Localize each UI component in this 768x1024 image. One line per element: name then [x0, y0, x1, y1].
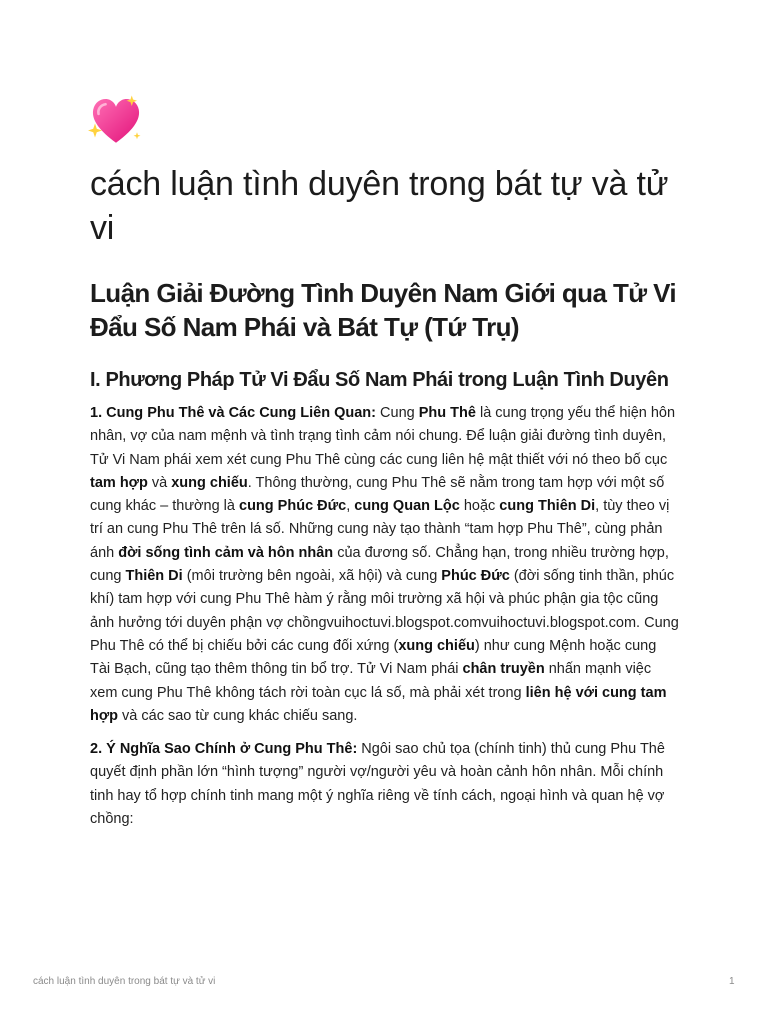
- paragraph1-run-4: tam hợp: [90, 474, 148, 491]
- paragraph1-run-14: đời sống tình cảm và hôn nhân: [118, 544, 334, 561]
- paragraph1-run-2: Phu Thê: [418, 405, 476, 421]
- paragraph1-run-11: hoặc: [459, 498, 500, 515]
- page-title: cách luận tình duyên trong bát tự và tử vi: [90, 165, 669, 247]
- paragraph1-run-0: 1. Cung Phu Thê và Các Cung Liên Quan:: [90, 405, 376, 421]
- document-page: [90, 92, 680, 831]
- paragraph1-run-13: , tùy theo vị trí an cung Phu Thê trên lá số. Những cung này tạo thành “tam hợp Phu Thê”, cùng phản ánh: [90, 498, 670, 561]
- paragraph1-run-10: cung Quan Lộc: [354, 498, 460, 515]
- paragraph1-run-12: cung Thiên Di: [499, 498, 596, 515]
- paragraph1-run-19: (đời sống tinh thần, phúc khí) tam hợp với cung Phu Thê hàm ý rằng môi trường xã hội và phúc phận gia tộc cũng ảnh hưởng tới duyên phận vợ chồngvuihoctuvi.blogspot.comvuihoctuvi.blogspot.com. Cung Phu Thê có thể bị chiếu bởi các cung đối xứng (: [90, 568, 679, 654]
- paragraph1-run-25: và các sao từ cung khác chiếu sang.: [118, 707, 358, 724]
- paragraph1-run-22: chân truyền: [462, 661, 545, 678]
- footer-page-number: 1: [729, 976, 735, 987]
- paragraph-sao-chinh: [90, 738, 680, 831]
- paragraph1-run-7: . Thông thường, cung Phu Thê sẽ nằm trong tam hợp với một số cung khác – thường là: [90, 474, 665, 515]
- paragraph1-run-20: xung chiếu: [398, 637, 475, 654]
- paragraph1-run-6: xung chiếu: [171, 474, 248, 491]
- paragraph1-run-5: và: [147, 474, 172, 491]
- paragraph1-run-24: liên hệ với cung tam hợp: [90, 684, 667, 724]
- section-heading: I. Phương Pháp Tử Vi Đẩu Số Nam Phái trong Luận Tình Duyên: [90, 369, 669, 391]
- paragraph1-run-3: là cung trọng yếu thể hiện hôn nhân, vợ của nam mệnh và tình trạng tình cảm nói chung. Để luận giải đường tình duyên, Tử Vi Nam phái xem xét cung Phu Thê cùng các cung liên hệ mật thiết với nó theo bố cục: [90, 405, 676, 468]
- paragraph1-run-18: Phúc Đức: [441, 568, 510, 585]
- main-heading: Luận Giải Đường Tình Duyên Nam Giới qua Tử Vi Đẩu Số Nam Phái và Bát Tự (Tứ Trụ): [90, 278, 676, 342]
- paragraph1-run-23: nhấn mạnh việc xem cung Phu Thê không tách rời toàn cục lá số, mà phải xét trong: [90, 661, 652, 701]
- paragraph1-run-9: ,: [346, 498, 355, 515]
- paragraph-phu-the-cung: [90, 402, 680, 728]
- paragraph2-run-0: 2. Ý Nghĩa Sao Chính ở Cung Phu Thê:: [90, 741, 358, 758]
- paragraph1-run-21: ) như cung Mệnh hoặc cung Tài Bạch, cũng tạo thêm thông tin bổ trợ. Tử Vi Nam phái: [90, 637, 657, 678]
- sparkling-heart-icon: [88, 92, 144, 148]
- paragraph1-run-16: Thiên Di: [125, 568, 183, 585]
- paragraph2-run-1: Ngôi sao chủ tọa (chính tinh) thủ cung Phu Thê quyết định phần lớn “hình tượng” người vợ/người yêu và hoàn cảnh hôn nhân. Mỗi chính tinh hay tổ hợp chính tinh mang một ý nghĩa riêng về tính cách, ngoại hình và quan hệ vợ chồng:: [90, 741, 665, 828]
- footer-document-title: cách luận tình duyên trong bát tự và tử vi: [33, 976, 216, 987]
- paragraph1-run-15: của đương số. Chẳng hạn, trong nhiều trường hợp, cung: [90, 544, 669, 585]
- paragraph1-run-17: (môi trường bên ngoài, xã hội) và cung: [182, 568, 442, 585]
- paragraph1-run-1: Cung: [376, 405, 419, 421]
- paragraph1-run-8: cung Phúc Đức: [239, 498, 347, 515]
